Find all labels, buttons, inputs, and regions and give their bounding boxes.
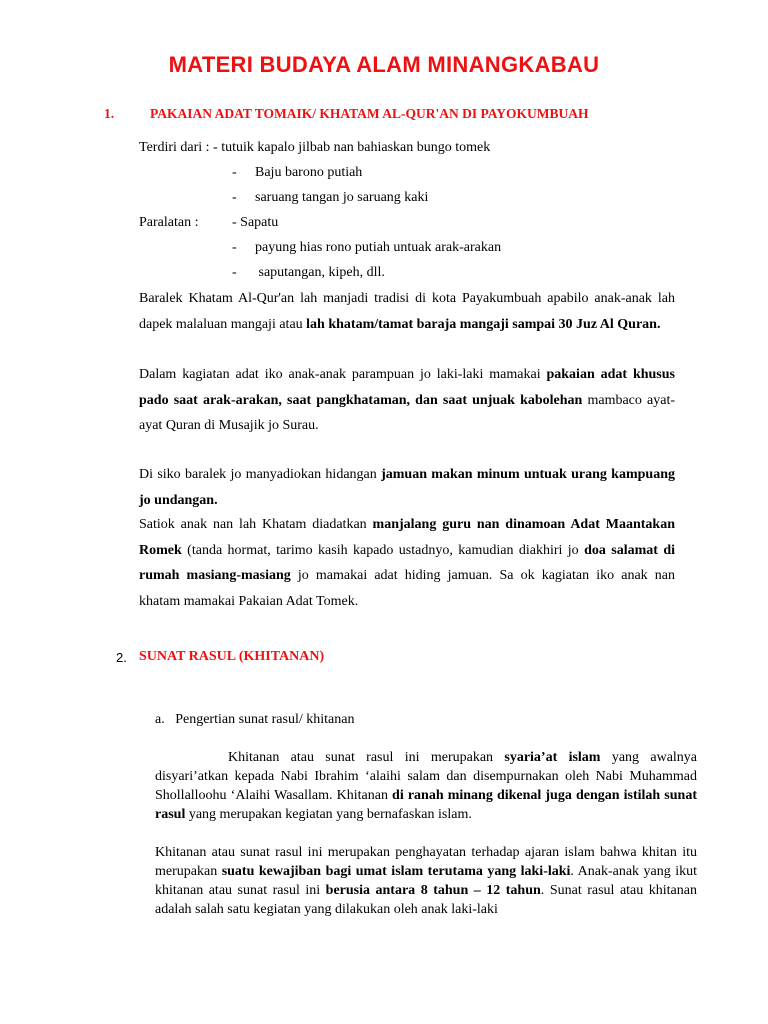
section-2-number: 2. xyxy=(116,650,127,665)
paralatan-item: payung hias rono putiah untuak arak-arakan xyxy=(255,240,502,255)
bold-text-span: di ranah minang dikenal juga dengan istilah sunat rasul xyxy=(155,788,697,822)
bold-text-span: berusia antara 8 tahun – 12 tahun xyxy=(325,883,541,898)
terdiri-line: Terdiri dari : - tutuik kapalo jilbab nan bahiaskan bungo tomek xyxy=(139,140,491,155)
terdiri-item-dash: - xyxy=(232,165,237,180)
bold-text-span: jamuan makan minum untuak urang kampuang jo undangan. xyxy=(139,467,675,508)
bold-text-span: doa salamat di rumah masiang-masiang xyxy=(139,542,676,583)
paralatan-item-dash: - xyxy=(232,240,237,255)
bold-text-span: pakaian adat khusus pado saat arak-arakan, saat pangkhataman, dan saat unjuak kabolehan xyxy=(139,367,675,408)
section-2-heading: SUNAT RASUL (KHITANAN) xyxy=(139,649,325,664)
text-span: Dalam kagiatan adat iko anak-anak parampuan jo laki-laki mamakai xyxy=(139,367,547,382)
text-span: . Sunat rasul atau khitanan adalah salah satu kegiatan yang dilakukan oleh anak laki-laki xyxy=(155,883,697,917)
subheading-pengertian: a. Pengertian sunat rasul/ khitanan xyxy=(155,712,355,727)
paragraph-khitanan-obligation xyxy=(155,843,697,919)
paragraph-khitanan-definition xyxy=(155,748,697,824)
text-span: jo mamakai adat hiding jamuan. Sa ok kagiatan iko anak nan khatam mamakai Pakaian Adat Tomek. xyxy=(139,568,675,609)
text-span: Baralek Khatam Al-Qur'an lah manjadi tradisi di kota Payakumbuah apabilo anak-anak lah dapek malaluan mangaji atau xyxy=(139,291,675,332)
terdiri-item: saruang tangan jo saruang kaki xyxy=(255,190,429,205)
text-span: mambaco ayat-ayat Quran di Musajik jo Surau. xyxy=(139,392,676,433)
paralatan-label: Paralatan : xyxy=(139,215,199,230)
text-span: . Anak-anak yang ikut khitanan atau sunat rasul ini xyxy=(155,864,697,898)
text-span: Di siko baralek jo manyadiokan hidangan xyxy=(139,467,382,482)
bold-text-span: lah khatam/tamat baraja mangaji sampai 30 Juz Al Quran. xyxy=(306,316,661,332)
bold-text-span: syaria’at islam xyxy=(504,750,601,765)
paragraph-manjalang-guru xyxy=(139,512,675,614)
text-span: Khitanan atau sunat rasul ini merupakan xyxy=(228,750,505,765)
paragraph-khatam-tradition xyxy=(139,286,675,337)
terdiri-item-dash: - xyxy=(232,190,237,205)
bold-text-span: suatu kewajiban bagi umat islam terutama yang laki-laki xyxy=(221,864,571,879)
paralatan-first-item: - Sapatu xyxy=(232,215,279,230)
section-1-heading: PAKAIAN ADAT TOMAIK/ KHATAM AL-QUR'AN DI PAYOKUMBUAH xyxy=(150,106,589,121)
paragraph-jamuan xyxy=(139,462,675,513)
bold-text-span: manjalang guru nan dinamoan Adat Maantakan Romek xyxy=(139,517,675,558)
paralatan-item-dash: - xyxy=(232,265,237,280)
text-span: Khitanan atau sunat rasul ini merupakan penghayatan terhadap ajaran islam bahwa khitan itu merupakan xyxy=(155,845,697,879)
text-span: Satiok anak nan lah Khatam diadatkan xyxy=(139,517,373,532)
paralatan-item: saputangan, kipeh, dll. xyxy=(255,265,385,280)
text-span: (tanda hormat, tarimo kasih kapado ustadnyo, kamudian diakhiri jo xyxy=(181,542,585,558)
document-title: MATERI BUDAYA ALAM MINANGKABAU xyxy=(168,52,600,77)
section-1-number: 1. xyxy=(104,106,115,121)
text-span: yang merupakan kegiatan yang bernafaskan islam. xyxy=(185,807,472,822)
text-span: yang awalnya disyari’atkan kepada Nabi Ibrahim ‘alaihi salam dan disempurnakan oleh Nabi Muhammad Shollalloohu ‘Alaihi Wasallam. Khitanan xyxy=(155,750,698,803)
terdiri-item: Baju barono putiah xyxy=(255,165,363,180)
paragraph-pakaian-adat xyxy=(139,362,675,439)
